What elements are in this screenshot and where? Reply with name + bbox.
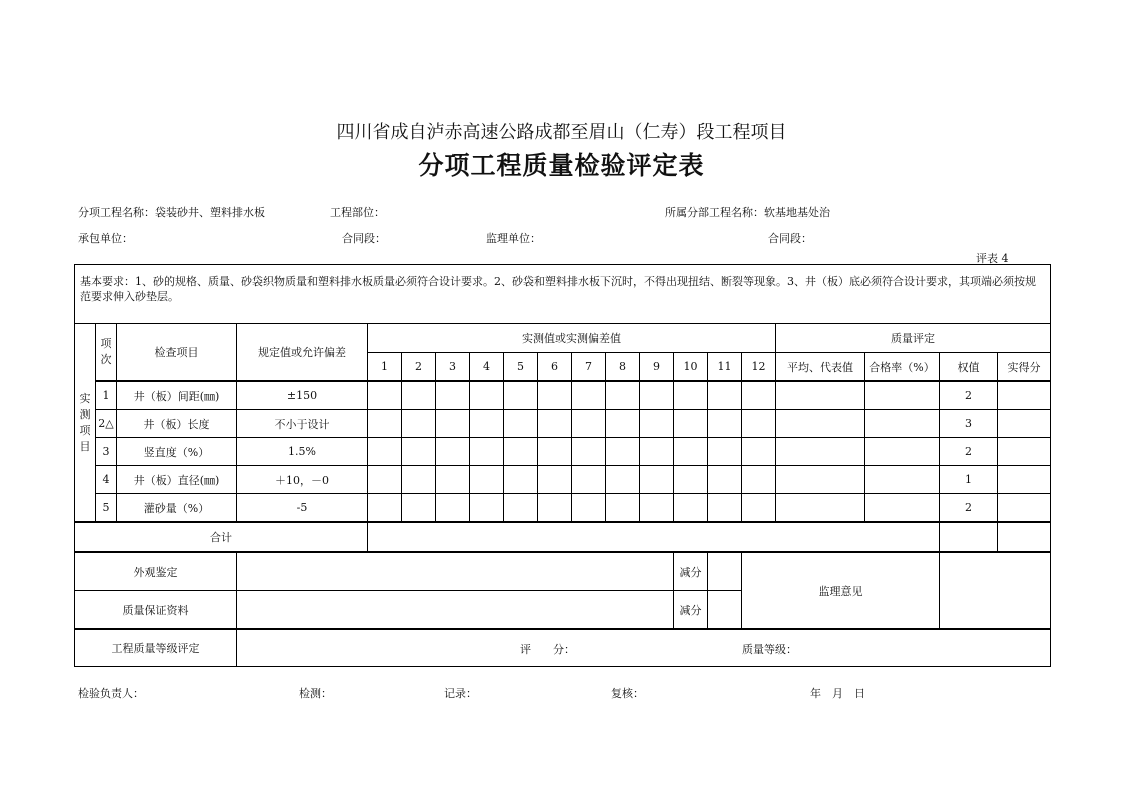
contract-section-2: 合同段： [768,232,812,245]
value-cell[interactable] [742,438,776,466]
value-cell[interactable] [606,381,640,410]
measured-values-header: 实测值或实测偏差值 [368,324,776,353]
form-number: 评表 4 [976,252,1009,265]
grade-field-label: 质量等级： [742,643,797,656]
total-label: 合计 [75,522,368,552]
subitem-name: 分项工程名称：袋装砂井、塑料排水板 [78,206,265,219]
item-no: 2△ [96,410,117,438]
value-cell[interactable] [708,494,742,523]
total-score-cell[interactable] [998,522,1051,552]
value-cell[interactable] [402,494,436,523]
project-title: 四川省成自泸赤高速公路成都至眉山（仁寿）段工程项目 [336,122,787,143]
total-value-cell[interactable] [368,522,940,552]
item-spec: ±150 [237,381,368,410]
contract-section: 合同段： [342,232,386,245]
value-cell[interactable] [674,438,708,466]
value-cell[interactable] [436,494,470,523]
quality-docs-value-cell[interactable] [237,591,674,630]
value-cell[interactable] [640,438,674,466]
table-row [75,494,1051,523]
value-cell[interactable] [606,410,640,438]
quality-docs-deduct-cell[interactable] [708,591,742,630]
work-location: 工程部位： [330,206,385,219]
appearance-value-cell[interactable] [237,552,674,591]
value-cell[interactable] [402,410,436,438]
avg-cell[interactable] [776,466,865,494]
value-cell[interactable] [402,381,436,410]
item-weight: 2 [940,494,998,523]
value-cell[interactable] [470,410,504,438]
contractor: 承包单位： [78,232,133,245]
col-header-5: 5 [504,353,538,382]
value-cell[interactable] [436,381,470,410]
avg-cell[interactable] [776,494,865,523]
value-cell[interactable] [402,438,436,466]
score-cell[interactable] [998,438,1051,466]
item-no: 4 [96,466,117,494]
value-cell[interactable] [368,438,402,466]
item-spec: ＋10，－0 [237,466,368,494]
value-cell[interactable] [368,494,402,523]
avg-cell[interactable] [776,438,865,466]
col-header-6: 6 [538,353,572,382]
col-header-9: 9 [640,353,674,382]
supervisor-opinion-cell[interactable] [940,552,1051,629]
item-weight: 2 [940,381,998,410]
value-cell[interactable] [402,466,436,494]
value-cell[interactable] [708,438,742,466]
col-header-12: 12 [742,353,776,382]
col-header-1: 1 [368,353,402,382]
value-cell[interactable] [640,381,674,410]
value-cell[interactable] [538,381,572,410]
value-cell[interactable] [742,381,776,410]
item-name: 灌砂量（%） [117,494,237,523]
sign-date: 年 月 日 [810,687,865,700]
pass-rate-header: 合格率（%） [865,353,940,382]
supervisor-opinion-label: 监理意见 [742,552,940,629]
appearance-deduct-cell[interactable] [708,552,742,591]
weight-header: 权值 [940,353,998,382]
division-name: 所属分部工程名称：软基地基处治 [665,206,830,219]
value-cell[interactable] [674,466,708,494]
value-cell[interactable] [368,466,402,494]
value-cell[interactable] [470,494,504,523]
value-cell[interactable] [708,381,742,410]
item-name: 竖直度（%） [117,438,237,466]
value-cell[interactable] [470,381,504,410]
value-cell[interactable] [674,381,708,410]
value-cell[interactable] [742,410,776,438]
item-name: 井（板）长度 [117,410,237,438]
score-cell[interactable] [998,494,1051,523]
col-header-2: 2 [402,353,436,382]
tester-signature: 检测： [299,687,332,700]
value-cell[interactable] [606,466,640,494]
value-cell[interactable] [708,466,742,494]
value-cell[interactable] [436,466,470,494]
value-cell[interactable] [708,410,742,438]
col-header-3: 3 [436,353,470,382]
value-cell[interactable] [538,494,572,523]
avg-cell[interactable] [776,381,865,410]
value-cell[interactable] [470,438,504,466]
value-cell[interactable] [572,410,606,438]
pass-rate-cell[interactable] [865,381,940,410]
quality-docs-deduct-label: 减分 [674,591,708,630]
item-weight: 1 [940,466,998,494]
value-cell[interactable] [606,494,640,523]
pass-rate-cell[interactable] [865,494,940,523]
side-label-text: 实测项目 [79,391,91,453]
score-cell[interactable] [998,410,1051,438]
value-cell[interactable] [572,494,606,523]
table-row [75,438,1051,466]
value-cell[interactable] [674,410,708,438]
value-cell[interactable] [368,381,402,410]
value-cell[interactable] [538,466,572,494]
value-cell[interactable] [674,494,708,523]
item-no-header [96,324,117,382]
quality-docs-label: 质量保证资料 [75,591,237,630]
recorder-signature: 记录： [444,687,477,700]
table-row [75,381,1051,410]
grade-eval-cell[interactable] [237,629,1051,667]
value-cell[interactable] [538,438,572,466]
value-cell[interactable] [640,466,674,494]
avg-cell[interactable] [776,410,865,438]
item-weight: 2 [940,438,998,466]
value-cell[interactable] [368,410,402,438]
item-name: 井（板）间距(㎜) [117,381,237,410]
value-cell[interactable] [742,466,776,494]
pass-rate-cell[interactable] [865,438,940,466]
score-header: 实得分 [998,353,1051,382]
value-cell[interactable] [504,494,538,523]
item-spec: 1.5% [237,438,368,466]
value-cell[interactable] [640,410,674,438]
value-cell[interactable] [436,410,470,438]
item-no: 3 [96,438,117,466]
value-cell[interactable] [606,438,640,466]
item-no: 1 [96,381,117,410]
col-header-11: 11 [708,353,742,382]
col-header-7: 7 [572,353,606,382]
value-cell[interactable] [538,410,572,438]
item-spec: 不小于设计 [237,410,368,438]
basic-requirements: 基本要求：1、砂的规格、质量、砂袋织物质量和塑料排水板质量必须符合设计要求。2、砂袋和塑料排水板下沉时，不得出现扭结、断裂等现象。3、井（板）底必须符合设计要求，其项端必须按规范要求伸入砂垫层。 [75,265,1051,324]
inspection-table [74,264,1051,667]
col-header-10: 10 [674,353,708,382]
side-label-measured-items [75,324,96,523]
avg-header: 平均、代表值 [776,353,865,382]
value-cell[interactable] [742,494,776,523]
grade-eval-label: 工程质量等级评定 [75,629,237,667]
check-item-header: 检查项目 [117,324,237,382]
item-name: 井（板）直径(㎜) [117,466,237,494]
pass-rate-cell[interactable] [865,410,940,438]
appearance-label: 外观鉴定 [75,552,237,591]
col-header-8: 8 [606,353,640,382]
value-cell[interactable] [572,381,606,410]
total-weight-cell[interactable] [940,522,998,552]
value-cell[interactable] [436,438,470,466]
col-header-4: 4 [470,353,504,382]
value-cell[interactable] [572,466,606,494]
supervisor-unit: 监理单位： [486,232,541,245]
pass-rate-cell[interactable] [865,466,940,494]
value-cell[interactable] [504,438,538,466]
value-cell[interactable] [470,466,504,494]
inspector-signature: 检验负责人： [78,687,144,700]
spec-header: 规定值或允许偏差 [237,324,368,382]
score-cell[interactable] [998,381,1051,410]
score-cell[interactable] [998,466,1051,494]
appearance-deduct-label: 减分 [674,552,708,591]
item-no-header-text: 项次 [100,337,112,366]
score-field-label: 评 分： [520,643,575,656]
quality-eval-header: 质量评定 [776,324,1051,353]
value-cell[interactable] [504,381,538,410]
table-row [75,466,1051,494]
form-title: 分项工程质量检验评定表 [418,151,705,180]
value-cell[interactable] [572,438,606,466]
value-cell[interactable] [640,494,674,523]
table-row [75,410,1051,438]
value-cell[interactable] [504,410,538,438]
item-spec: -5 [237,494,368,523]
value-cell[interactable] [504,466,538,494]
reviewer-signature: 复核： [611,687,644,700]
item-no: 5 [96,494,117,523]
item-weight: 3 [940,410,998,438]
